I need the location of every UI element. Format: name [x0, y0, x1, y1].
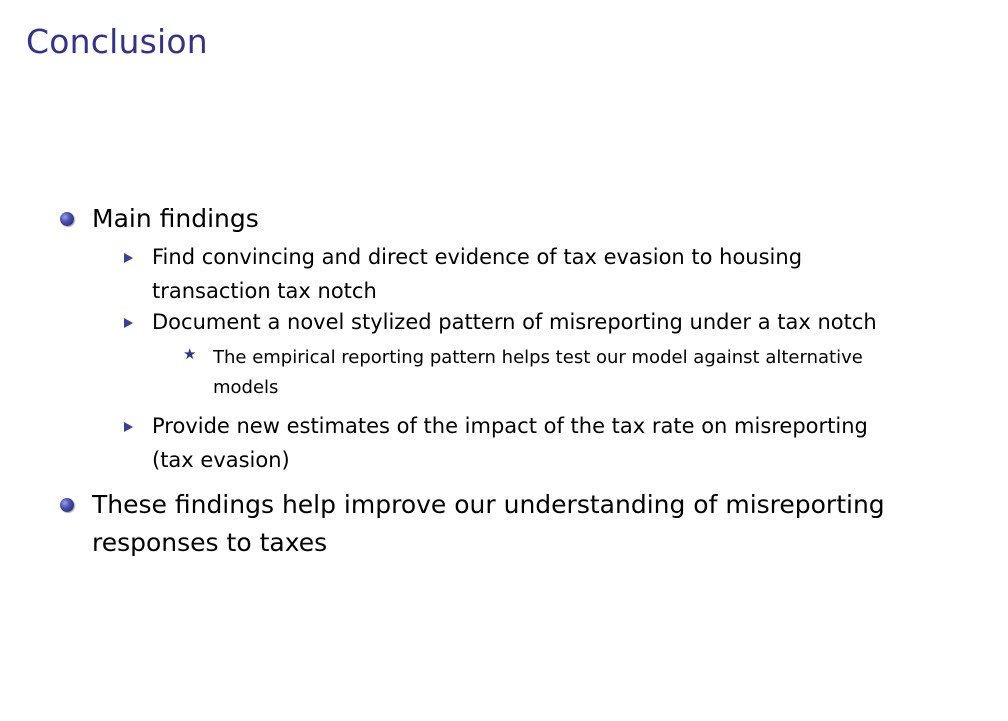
star-bullet-icon: ★	[183, 345, 197, 363]
finding-item-2-line1: Document a novel stylized pattern of misreporting under a tax notch	[152, 310, 877, 334]
finding-item-3-line1: Provide new estimates of the impact of the tax rate on misreporting	[152, 414, 868, 438]
triangle-bullet-icon	[124, 253, 133, 263]
main-findings-heading: Main findings	[92, 204, 259, 233]
second-point-line2: responses to taxes	[92, 528, 328, 557]
ball-bullet-icon	[60, 498, 74, 512]
ball-bullet-icon	[60, 212, 74, 226]
triangle-bullet-icon	[124, 422, 133, 432]
finding-item-1-line1: Find convincing and direct evidence of tax evasion to housing	[152, 245, 803, 269]
second-point-line1: These findings help improve our understanding of misreporting	[92, 490, 885, 519]
triangle-bullet-icon	[124, 318, 133, 328]
finding-item-3-line2: (tax evasion)	[152, 448, 290, 472]
slide-title: Conclusion	[26, 22, 208, 61]
finding-item-1-line2: transaction tax notch	[152, 279, 377, 303]
sub-item-line1: The empirical reporting pattern helps test our model against alternative	[213, 347, 863, 368]
sub-item-line2: models	[213, 377, 279, 398]
